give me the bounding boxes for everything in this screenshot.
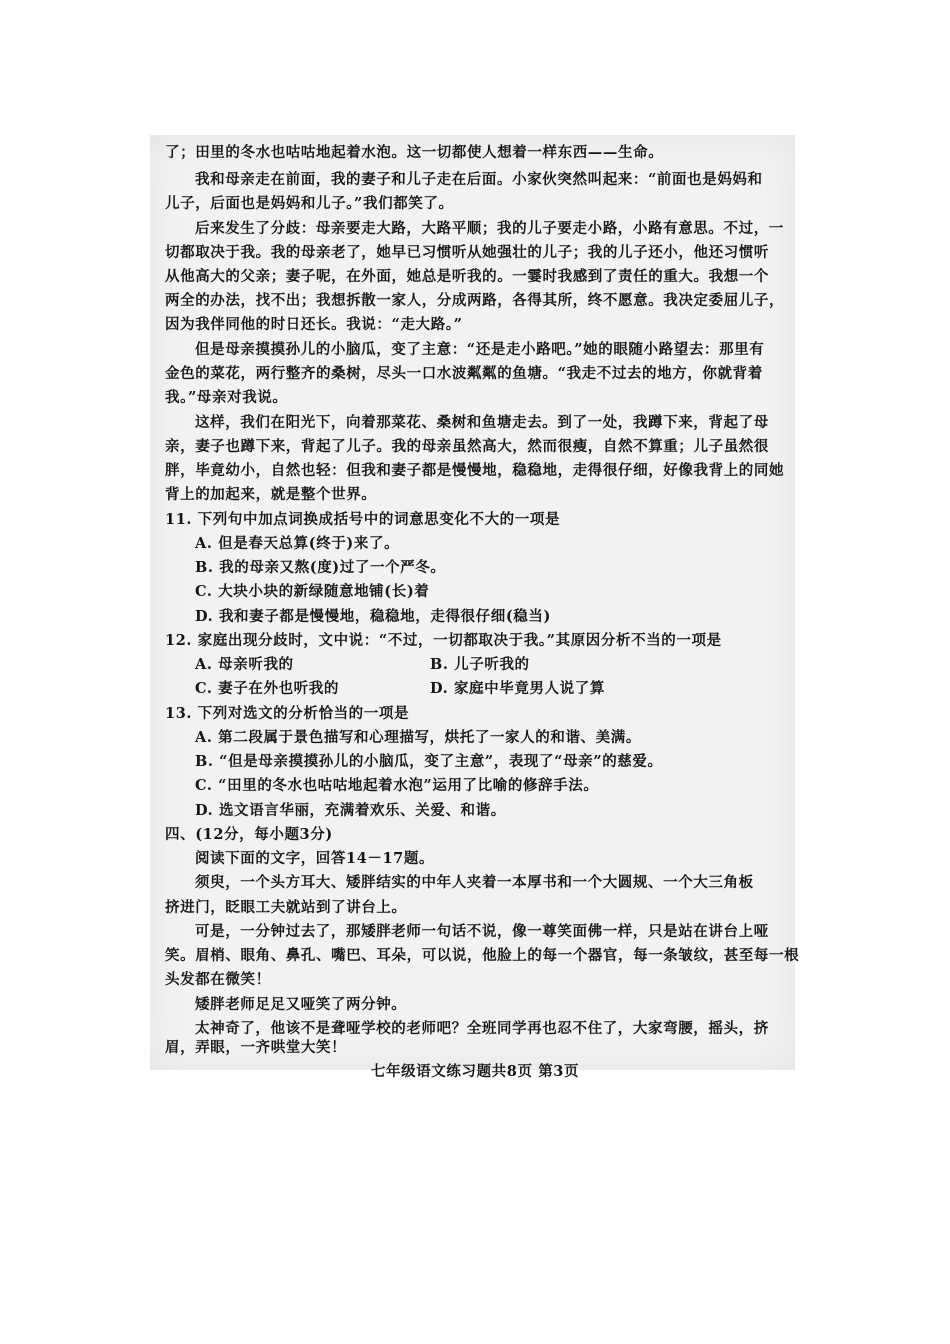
passage-line: 我和母亲走在前面，我的妻子和儿子走在后面。小家伙突然叫起来：“前面也是妈妈和	[195, 171, 763, 188]
question-12-option-a: A. 母亲听我的	[195, 656, 294, 673]
passage-line: 切都取决于我。我的母亲老了，她早已习惯听从她强壮的儿子；我的儿子还小，他还习惯听	[165, 244, 769, 261]
question-12-option-b: B. 儿子听我的	[430, 656, 530, 673]
passage-line: 金色的菜花，两行整齐的桑树，尽头一口水波粼粼的鱼塘。“我走不过去的地方，你就背着	[165, 365, 763, 382]
section-4-instruction: 阅读下面的文字，回答14－17题。	[195, 850, 435, 867]
passage-line: 可是，一分钟过去了，那矮胖老师一句话不说，像一尊笑面佛一样，只是站在讲台上哑	[195, 923, 769, 940]
passage-line: 这样，我们在阳光下，向着那菜花、桑树和鱼塘走去。到了一处，我蹲下来，背起了母	[195, 414, 769, 431]
passage-line: 笑。眉梢、眼角、鼻孔、嘴巴、耳朵，可以说，他脸上的每一个器官，每一条皱纹，甚至每一根	[165, 947, 800, 964]
passage-line: 从他高大的父亲；妻子呢，在外面，她总是听我的。一霎时我感到了责任的重大。我想一个	[165, 268, 769, 285]
passage-line: 儿子，后面也是妈妈和儿子。”我们都笑了。	[165, 195, 454, 212]
question-12-stem: 12. 家庭出现分歧时，文中说：“不过，一切都取决于我。”其原因分析不当的一项是	[165, 632, 722, 649]
question-13-option-b: B. “但是母亲摸摸孙儿的小脑瓜，变了主意”，表现了“母亲”的慈爱。	[195, 753, 663, 770]
question-13-option-a: A. 第二段属于景色描写和心理描写，烘托了一家人的和谐、美满。	[195, 729, 641, 746]
passage-line: 后来发生了分歧：母亲要走大路，大路平顺；我的儿子要走小路，小路有意思。不过，一	[195, 220, 784, 237]
passage-line: 背上的加起来，就是整个世界。	[165, 486, 377, 503]
passage-line: 两全的办法，找不出；我想拆散一家人，分成两路，各得其所，终不愿意。我决定委屈儿子，	[165, 292, 785, 309]
question-11-option-d: D. 我和妻子都是慢慢地，稳稳地，走得很仔细(稳当)	[195, 608, 551, 625]
passage-line: 太神奇了，他该不是聋哑学校的老师吧？全班同学再也忍不住了，大家弯腰，摇头，挤	[195, 1020, 769, 1037]
question-13-stem: 13. 下列对选文的分析恰当的一项是	[165, 705, 410, 722]
passage-line: 了；田里的冬水也咕咕地起着水泡。这一切都使人想着一样东西——生命。	[165, 144, 664, 161]
passage-line: 矮胖老师足足又哑笑了两分钟。	[195, 996, 407, 1013]
passage-line: 亲，妻子也蹲下来，背起了儿子。我的母亲虽然高大，然而很瘦，自然不算重；儿子虽然很	[165, 438, 769, 455]
passage-line: 因为我伴同他的时日还长。我说：“走大路。”	[165, 316, 463, 333]
question-13-option-d: D. 选文语言华丽，充满着欢乐、关爱、和谐。	[195, 802, 506, 819]
passage-line: 挤进门，眨眼工夫就站到了讲台上。	[165, 899, 407, 916]
passage-line: 眉，弄眼，一齐哄堂大笑！	[165, 1039, 347, 1056]
question-12-option-c: C. 妻子在外也听我的	[195, 680, 339, 697]
question-11-option-b: B. 我的母亲又熬(度)过了一个严冬。	[195, 559, 446, 576]
page-footer: 七年级语文练习题共8页 第3页	[370, 1063, 580, 1080]
passage-line: 我。”母亲对我说。	[165, 389, 288, 406]
question-11-stem: 11. 下列句中加点词换成括号中的词意思变化不大的一项是	[165, 511, 561, 528]
passage-line: 须臾，一个头方耳大、矮胖结实的中年人夹着一本厚书和一个大圆规、一个大三角板	[195, 874, 754, 891]
question-13-option-c: C. “田里的冬水也咕咕地起着水泡”运用了比喻的修辞手法。	[195, 777, 599, 794]
question-12-option-d: D. 家庭中毕竟男人说了算	[430, 680, 605, 697]
question-11-option-a: A. 但是春天总算(终于)来了。	[195, 535, 400, 552]
question-11-option-c: C. 大块小块的新绿随意地铺(长)着	[195, 583, 430, 600]
passage-line: 头发都在微笑！	[165, 971, 271, 988]
section-4-heading: 四、(12分，每小题3分)	[165, 826, 333, 843]
passage-line: 但是母亲摸摸孙儿的小脑瓜，变了主意：“还是走小路吧。”她的眼随小路望去：那里有	[195, 341, 765, 358]
passage-line: 胖，毕竟幼小，自然也轻：但我和妻子都是慢慢地，稳稳地，走得很仔细，好像我背上的同她	[165, 462, 785, 479]
